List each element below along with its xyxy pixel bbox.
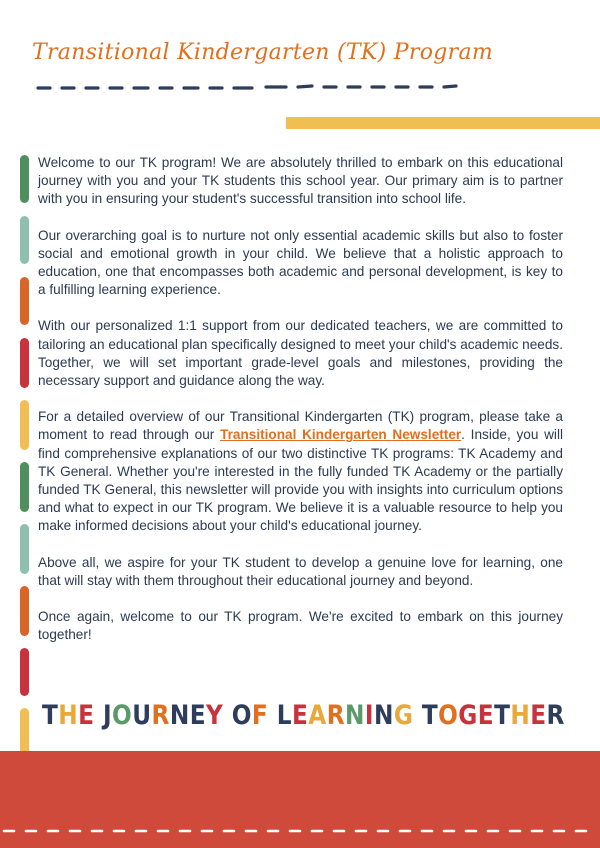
- tagline-letter: U: [132, 700, 152, 731]
- paragraph-newsletter: [38, 408, 563, 535]
- tagline-space: [268, 700, 277, 731]
- tagline-letter: G: [393, 700, 414, 731]
- tagline-letter: F: [251, 700, 269, 731]
- tagline-letter: T: [42, 700, 59, 731]
- side-accent-bar: [20, 277, 29, 325]
- side-accent-bar: [20, 400, 29, 450]
- tagline-letter: I: [364, 700, 374, 731]
- newsletter-link[interactable]: Transitional Kindergarten Newsletter: [220, 427, 462, 443]
- tagline-letter: N: [373, 700, 394, 731]
- tagline-letter: G: [458, 700, 478, 731]
- paragraph-welcome: Welcome to our TK program! We are absolutely thrilled to embark on this educational journey with you and your TK students this school year. Our primary aim is to partner with you in ensuring your student's successful transition into school life.: [38, 155, 563, 207]
- paragraph-support: With our personalized 1:1 support from our dedicated teachers, we are committed to tailoring an educational plan specifically designed to meet your child's academic needs. Together, we will set important grade-level goals and milestones, providing the necessary support and guidance along the way.: [38, 318, 563, 389]
- tagline-letter: R: [546, 700, 565, 731]
- side-accent-bar: [20, 648, 29, 696]
- title-underline-dashes: [36, 82, 466, 92]
- tagline-space: [94, 700, 103, 731]
- tagline-letter: T: [494, 700, 511, 731]
- side-accent-bar: [20, 216, 29, 264]
- body-content: [38, 154, 563, 662]
- side-accent-bar: [20, 708, 29, 756]
- header-accent-bar: [286, 117, 600, 129]
- paragraph-newsletter-rest: . Inside, you will find comprehensive explanations of our two distinctive TK programs: TK Academy and TK General. Whether you're interested in the fully funded TK Academy or the partially funded TK General, this newsletter will provide you with insights into curriculum options and what to expect in our TK program. We believe it is a valuable resource to help you make informed decisions about your child's educational journey.: [38, 427, 563, 534]
- tagline-letter: R: [151, 700, 170, 731]
- tagline-letter: O: [112, 700, 133, 731]
- tagline-letter: E: [530, 700, 547, 731]
- tagline-letter: N: [169, 700, 190, 731]
- tagline-letter: E: [189, 700, 206, 731]
- paragraph-aspiration: Above all, we aspire for your TK student to develop a genuine love for learning, one that will stay with them throughout their educational journey and beyond.: [38, 554, 563, 588]
- tagline-letter: E: [477, 700, 495, 731]
- tagline-letter: H: [510, 700, 531, 731]
- side-accent-bar: [20, 338, 29, 388]
- paragraph-newsletter-intro: For a detailed overview of our Transitional Kindergarten (TK) program, please take a moment to read through our: [38, 409, 563, 443]
- footer-dashes: [0, 827, 600, 835]
- paragraph-closing: Once again, welcome to our TK program. We're excited to embark on this journey together!: [38, 609, 563, 643]
- tagline-letter: T: [421, 700, 439, 731]
- page-title: Transitional Kindergarten (TK) Program: [32, 40, 494, 65]
- tagline-letter: H: [58, 700, 79, 731]
- paragraph-goal: Our overarching goal is to nurture not only essential academic skills but also to foster social and emotional growth in your child. We believe that a holistic approach to education, one that encompasses both academic and personal development, is key to a fulfilling learning experience.: [38, 227, 563, 298]
- tagline-letter: O: [231, 700, 252, 731]
- tagline-letter: E: [78, 700, 95, 731]
- tagline-letter: Y: [205, 700, 224, 731]
- tagline-letter: N: [345, 700, 365, 731]
- tagline-letter: R: [326, 700, 346, 731]
- tagline-space: [223, 700, 232, 731]
- side-accent-bar: [20, 524, 29, 574]
- side-accent-bar: [20, 155, 29, 203]
- footer-band: [0, 751, 600, 848]
- tagline-space: [413, 700, 422, 731]
- tagline-letter: E: [291, 700, 309, 731]
- tagline-letter: L: [276, 700, 292, 731]
- side-accent-bar: [20, 586, 29, 636]
- tagline-letter: J: [102, 700, 113, 731]
- tagline: [42, 700, 565, 731]
- tagline-letter: A: [308, 700, 327, 731]
- tagline-letter: O: [438, 700, 459, 731]
- side-accent-bar: [20, 462, 29, 512]
